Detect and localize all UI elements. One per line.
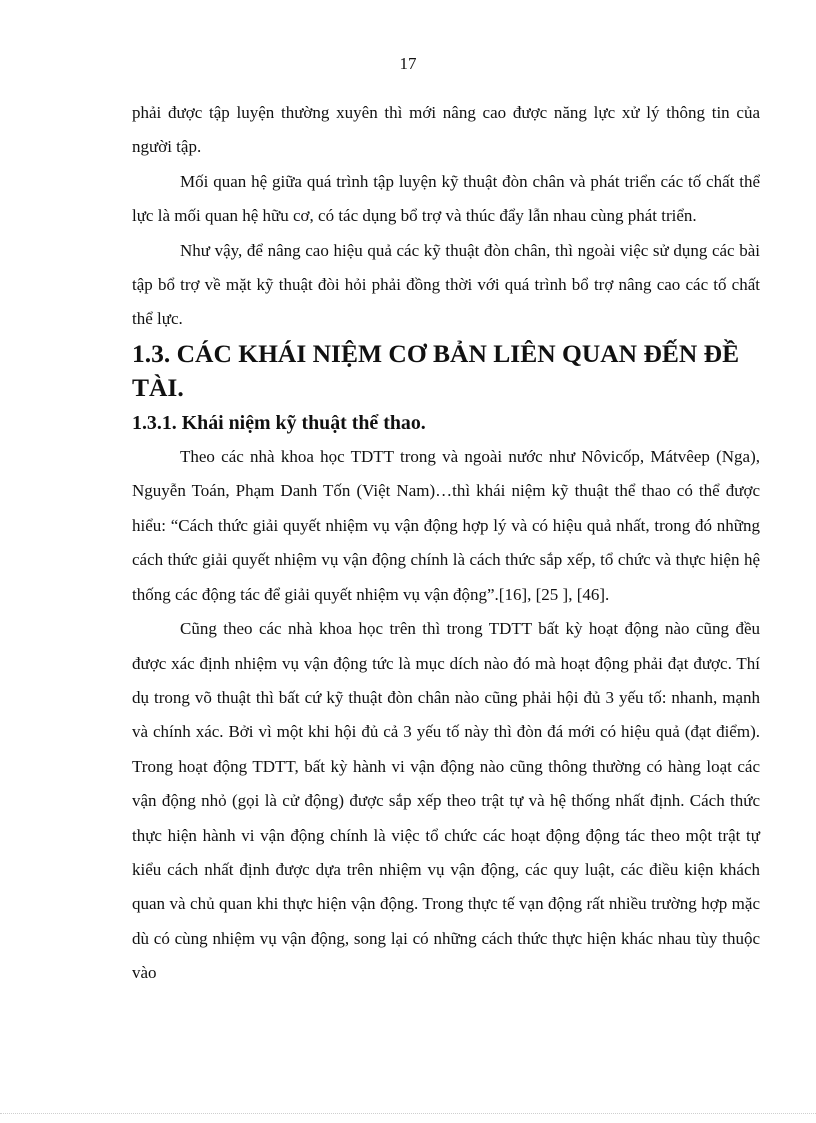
paragraph-definition: Theo các nhà khoa học TDTT trong và ngoài nước như Nôvicốp, Mátvêep (Nga), Nguyễn Toán, Phạm Danh Tốn (Việt Nam)…thì khái niệm kỹ thuật thể thao có thể được hiểu: “Cách thức giải quyết nhiệm vụ vận động hợp lý và có hiệu quả nhất, trong đó những cách thức giải quyết nhiệm vụ vận động chính là cách thức sắp xếp, tổ chức và thực hiện hệ thống các động tác để giải quyết nhiệm vụ vận động”.[16], [25 ], [46]. <box>132 447 760 604</box>
section-heading: 1.3. CÁC KHÁI NIỆM CƠ BẢN LIÊN QUAN ĐẾN ĐỀ TÀI. <box>132 338 740 403</box>
document-body <box>132 96 760 991</box>
paragraph-relationship: Mối quan hệ giữa quá trình tập luyện kỹ thuật đòn chân và phát triển các tố chất thể lực là mối quan hệ hữu cơ, có tác dụng bổ trợ và thúc đẩy lẫn nhau cùng phát triển. <box>132 171 760 226</box>
paragraph-explanation: Cũng theo các nhà khoa học trên thì trong TDTT bất kỳ hoạt động nào cũng đều được xác định nhiệm vụ vận động tức là mục dích nào đó mà hoạt động phải đạt được. Thí dụ trong võ thuật thì bất cứ kỹ thuật đòn chân nào cũng phải hội đủ 3 yếu tố: nhanh, mạnh và chính xác. Bởi vì một khi hội đủ cả 3 yếu tố này thì đòn đá mới có hiệu quả (đạt điểm). Trong hoạt động TDTT, bất kỳ hành vi vận động nào cũng thông thường có hàng loạt các vận động nhỏ (gọi là cử động) được sắp xếp theo trật tự và hệ thống nhất định. Cách thức thực hiện hành vi vận động chính là việc tổ chức các hoạt động động tác theo một trật tự kiểu cách nhất định được dựa trên nhiệm vụ vận động, các quy luật, các điều kiện khách quan và chủ quan khi thực hiện vận động. Trong thực tế vạn động rất nhiều trường hợp mặc dù có cùng nhiệm vụ vận động, song lại có những cách thức thực hiện khác nhau tùy thuộc vào <box>132 619 760 983</box>
paragraph-conclusion: Như vậy, để nâng cao hiệu quả các kỹ thuật đòn chân, thì ngoài việc sử dụng các bài tập bổ trợ về mặt kỹ thuật đòi hỏi phải đồng thời với quá trình bổ trợ nâng cao các tố chất thể lực. <box>132 240 760 329</box>
page-number: 17 <box>399 54 417 73</box>
paragraph-continuation: phải được tập luyện thường xuyên thì mới nâng cao được năng lực xử lý thông tin của người tập. <box>132 103 760 157</box>
subsection-heading: 1.3.1. Khái niệm kỹ thuật thể thao. <box>132 411 426 434</box>
page-bottom-rule <box>0 1113 816 1114</box>
